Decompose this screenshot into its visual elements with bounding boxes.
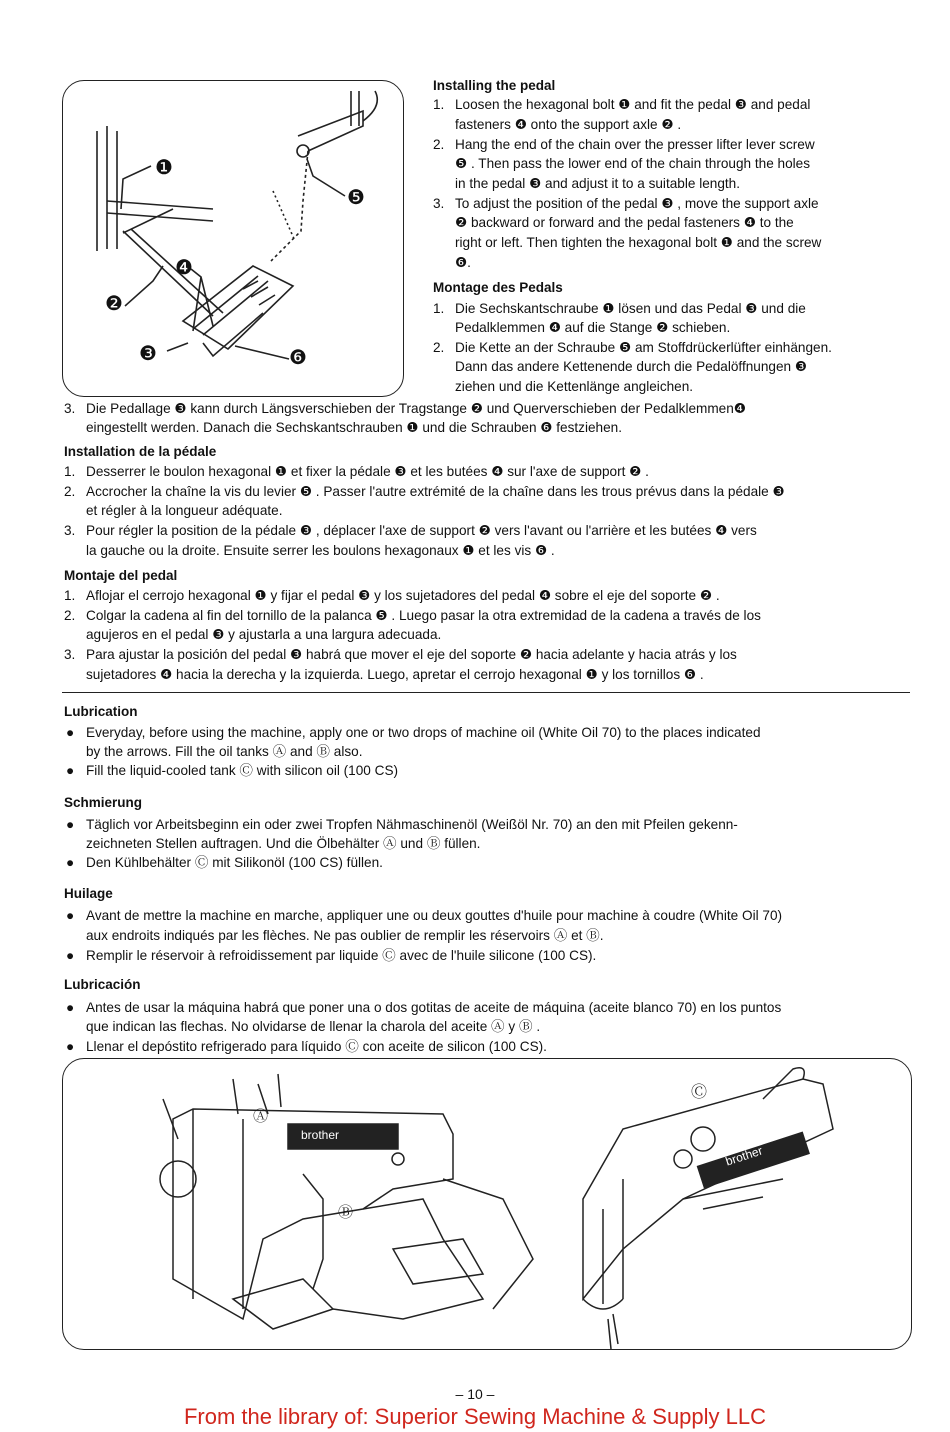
lub-en-1-l2: by the arrows. Fill the oil tanks Ⓐ and Ⓑ also. xyxy=(86,744,363,759)
lub-fr-1-l1: Avant de mettre la machine en marche, appliquer une ou deux gouttes d'huile pour machine à coudre (White Oil 70) xyxy=(86,908,783,923)
pedal-figure-box xyxy=(62,80,404,397)
install-en-3-l4: ❻. xyxy=(455,255,471,270)
lub-fr-2-l1: Remplir le réservoir à refroidissement par liquide Ⓒ avec de l'huile silicone (100 CS). xyxy=(86,948,597,963)
brand-logo-left: brother xyxy=(301,1128,340,1142)
machine-label-c: Ⓒ xyxy=(691,1084,708,1101)
install-es-1-l1: Aflojar el cerrojo hexagonal ❶ y fijar el pedal ❸ y los sujetadores del pedal ❹ sobre el eje del soporte ❷ . xyxy=(86,588,720,603)
install-fr-2-l1: Accrocher la chaîne la vis du levier ❺ . Passer l'autre extrémité de la chaîne dans les trous prévus dans la pédale ❸ xyxy=(86,484,785,499)
page-number: – 10 – xyxy=(455,1386,495,1402)
install-de-3-l2: eingestellt werden. Danach die Sechskantschrauben ❶ und die Schrauben ❻ festziehen. xyxy=(86,420,622,435)
install-en-3-l1: To adjust the position of the pedal ❸ , move the support axle xyxy=(455,196,819,211)
machine-label-a: Ⓐ xyxy=(253,1108,269,1125)
lub-fr-heading: Huilage xyxy=(64,886,113,901)
install-de-1-l1: Die Sechskantschraube ❶ lösen und das Pedal ❸ und die xyxy=(455,301,806,316)
lub-es-bullet-1: ● xyxy=(66,1000,75,1015)
lub-es-heading: Lubricación xyxy=(64,977,141,992)
callout-2: ❷ xyxy=(105,293,123,315)
install-fr-num-2: 2. xyxy=(64,484,76,499)
callout-4: ❹ xyxy=(175,257,193,279)
install-de-num-3: 3. xyxy=(64,401,76,416)
lub-es-2-l1: Llenar el depóstito refrigerado para líquido Ⓒ con aceite de silicon (100 CS). xyxy=(86,1039,547,1054)
install-en-num-2: 2. xyxy=(433,137,445,152)
install-de-num-2: 2. xyxy=(433,340,445,355)
install-es-num-3: 3. xyxy=(64,647,76,662)
install-fr-2-l2: et régler à la longueur adéquate. xyxy=(86,503,283,518)
callout-1: ❶ xyxy=(155,157,173,179)
install-de-1-l2: Pedalklemmen ❹ auf die Stange ❷ schieben. xyxy=(455,320,731,335)
machine-label-b: Ⓑ xyxy=(338,1204,354,1221)
lub-es-1-l1: Antes de usar la máquina habrá que poner una o dos gotitas de aceite de máquina (aceite blanco 70) en los puntos xyxy=(86,1000,782,1015)
install-de-2-l2: Dann das andere Kettenende durch die Pedalöffnungen ❸ xyxy=(455,359,808,374)
lub-de-2-l1: Den Kühlbehälter Ⓒ mit Silikonöl (100 CS) füllen. xyxy=(86,855,383,870)
install-de-num-1: 1. xyxy=(433,301,445,316)
lub-fr-bullet-2: ● xyxy=(66,948,75,963)
lub-es-1-l2: que indican las flechas. No olvidarse de llenar la charola del aceite Ⓐ y Ⓑ . xyxy=(86,1019,541,1034)
lub-de-1-l2: zeichneten Stellen auftragen. Und die Ölbehälter Ⓐ und Ⓑ füllen. xyxy=(86,836,481,851)
install-en-3-l2: ❷ backward or forward and the pedal fasteners ❹ to the xyxy=(455,215,794,230)
lub-de-heading: Schmierung xyxy=(64,795,143,810)
install-fr-3-l2: la gauche ou la droite. Ensuite serrer les boulons hexagonaux ❶ et les vis ❻ . xyxy=(86,543,555,558)
install-en-2-l2: ❺ . Then pass the lower end of the chain through the holes xyxy=(455,156,811,171)
install-en-2-l3: in the pedal ❸ and adjust it to a suitable length. xyxy=(455,176,741,191)
install-en-1-l1: Loosen the hexagonal bolt ❶ and fit the pedal ❸ and pedal xyxy=(455,97,811,112)
install-es-3-l1: Para ajustar la posición del pedal ❸ habrá que mover el eje del soporte ❷ hacia adelante y hacia atrás y los xyxy=(86,647,737,662)
install-es-2-l1: Colgar la cadena al fin del tornillo de la palanca ❺ . Luego pasar la otra extremidad de la cadena a través de los xyxy=(86,608,761,623)
lub-en-bullet-2: ● xyxy=(66,763,75,778)
lub-de-bullet-2: ● xyxy=(66,855,75,870)
callout-5: ❺ xyxy=(347,187,365,209)
install-fr-num-3: 3. xyxy=(64,523,76,538)
machine-illustration xyxy=(63,1059,911,1349)
install-es-heading: Montaje del pedal xyxy=(64,568,178,583)
install-en-heading: Installing the pedal xyxy=(433,78,556,93)
install-fr-num-1: 1. xyxy=(64,464,76,479)
install-es-num-1: 1. xyxy=(64,588,76,603)
callout-6: ❻ xyxy=(289,347,307,369)
lub-en-2-l1: Fill the liquid-cooled tank Ⓒ with silicon oil (100 CS) xyxy=(86,763,399,778)
install-fr-heading: Installation de la pédale xyxy=(64,444,217,459)
brand-logo-right: brother xyxy=(723,1143,765,1169)
lub-fr-1-l2: aux endroits indiqués par les flèches. Ne pas oublier de remplir les réservoirs Ⓐ et Ⓑ. xyxy=(86,928,604,943)
lub-en-heading: Lubrication xyxy=(64,704,138,719)
install-de-2-l1: Die Kette an der Schraube ❺ am Stoffdrückerlüfter einhängen. xyxy=(455,340,832,355)
callout-3: ❸ xyxy=(139,343,157,365)
install-es-2-l2: agujeros en el pedal ❸ y ajustarla a una largura adecuada. xyxy=(86,627,442,642)
lub-de-1-l1: Täglich vor Arbeitsbeginn ein oder zwei Tropfen Nähmaschinenöl (Weißöl Nr. 70) an den mit Pfeilen gekenn- xyxy=(86,817,738,832)
lub-es-bullet-2: ● xyxy=(66,1039,75,1054)
lub-en-bullet-1: ● xyxy=(66,725,75,740)
install-fr-3-l1: Pour régler la position de la pédale ❸ , déplacer l'axe de support ❷ vers l'avant ou l'arrière et les butées ❹ vers xyxy=(86,523,757,538)
install-en-num-3: 3. xyxy=(433,196,445,211)
pedal-illustration xyxy=(63,81,403,396)
lub-fr-bullet-1: ● xyxy=(66,908,75,923)
install-de-2-l3: ziehen und die Kettenlänge angleichen. xyxy=(455,379,694,394)
library-credit: From the library of: Superior Sewing Machine & Supply LLC xyxy=(183,1404,767,1429)
install-es-3-l2: sujetadores ❹ hacia la derecha y la izquierda. Luego, apretar el cerrojo hexagonal ❶ y los tornillos ❻ . xyxy=(86,667,704,682)
install-en-num-1: 1. xyxy=(433,97,445,112)
install-es-num-2: 2. xyxy=(64,608,76,623)
install-en-1-l2: fasteners ❹ onto the support axle ❷ . xyxy=(455,117,682,132)
install-en-2-l1: Hang the end of the chain over the presser lifter lever screw xyxy=(455,137,815,152)
machine-figure-box xyxy=(62,1058,912,1350)
lub-en-1-l1: Everyday, before using the machine, apply one or two drops of machine oil (White Oil 70) to the places indicated xyxy=(86,725,761,740)
lub-de-bullet-1: ● xyxy=(66,817,75,832)
install-en-3-l3: right or left. Then tighten the hexagonal bolt ❶ and the screw xyxy=(455,235,822,250)
section-divider xyxy=(62,692,910,693)
install-de-heading: Montage des Pedals xyxy=(433,280,563,295)
install-de-3-l1: Die Pedallage ❸ kann durch Längsverschieben der Tragstange ❷ und Querverschieben der Pedalklemmen❹ xyxy=(86,401,746,416)
install-fr-1-l1: Desserrer le boulon hexagonal ❶ et fixer la pédale ❸ et les butées ❹ sur l'axe de support ❷ . xyxy=(86,464,649,479)
